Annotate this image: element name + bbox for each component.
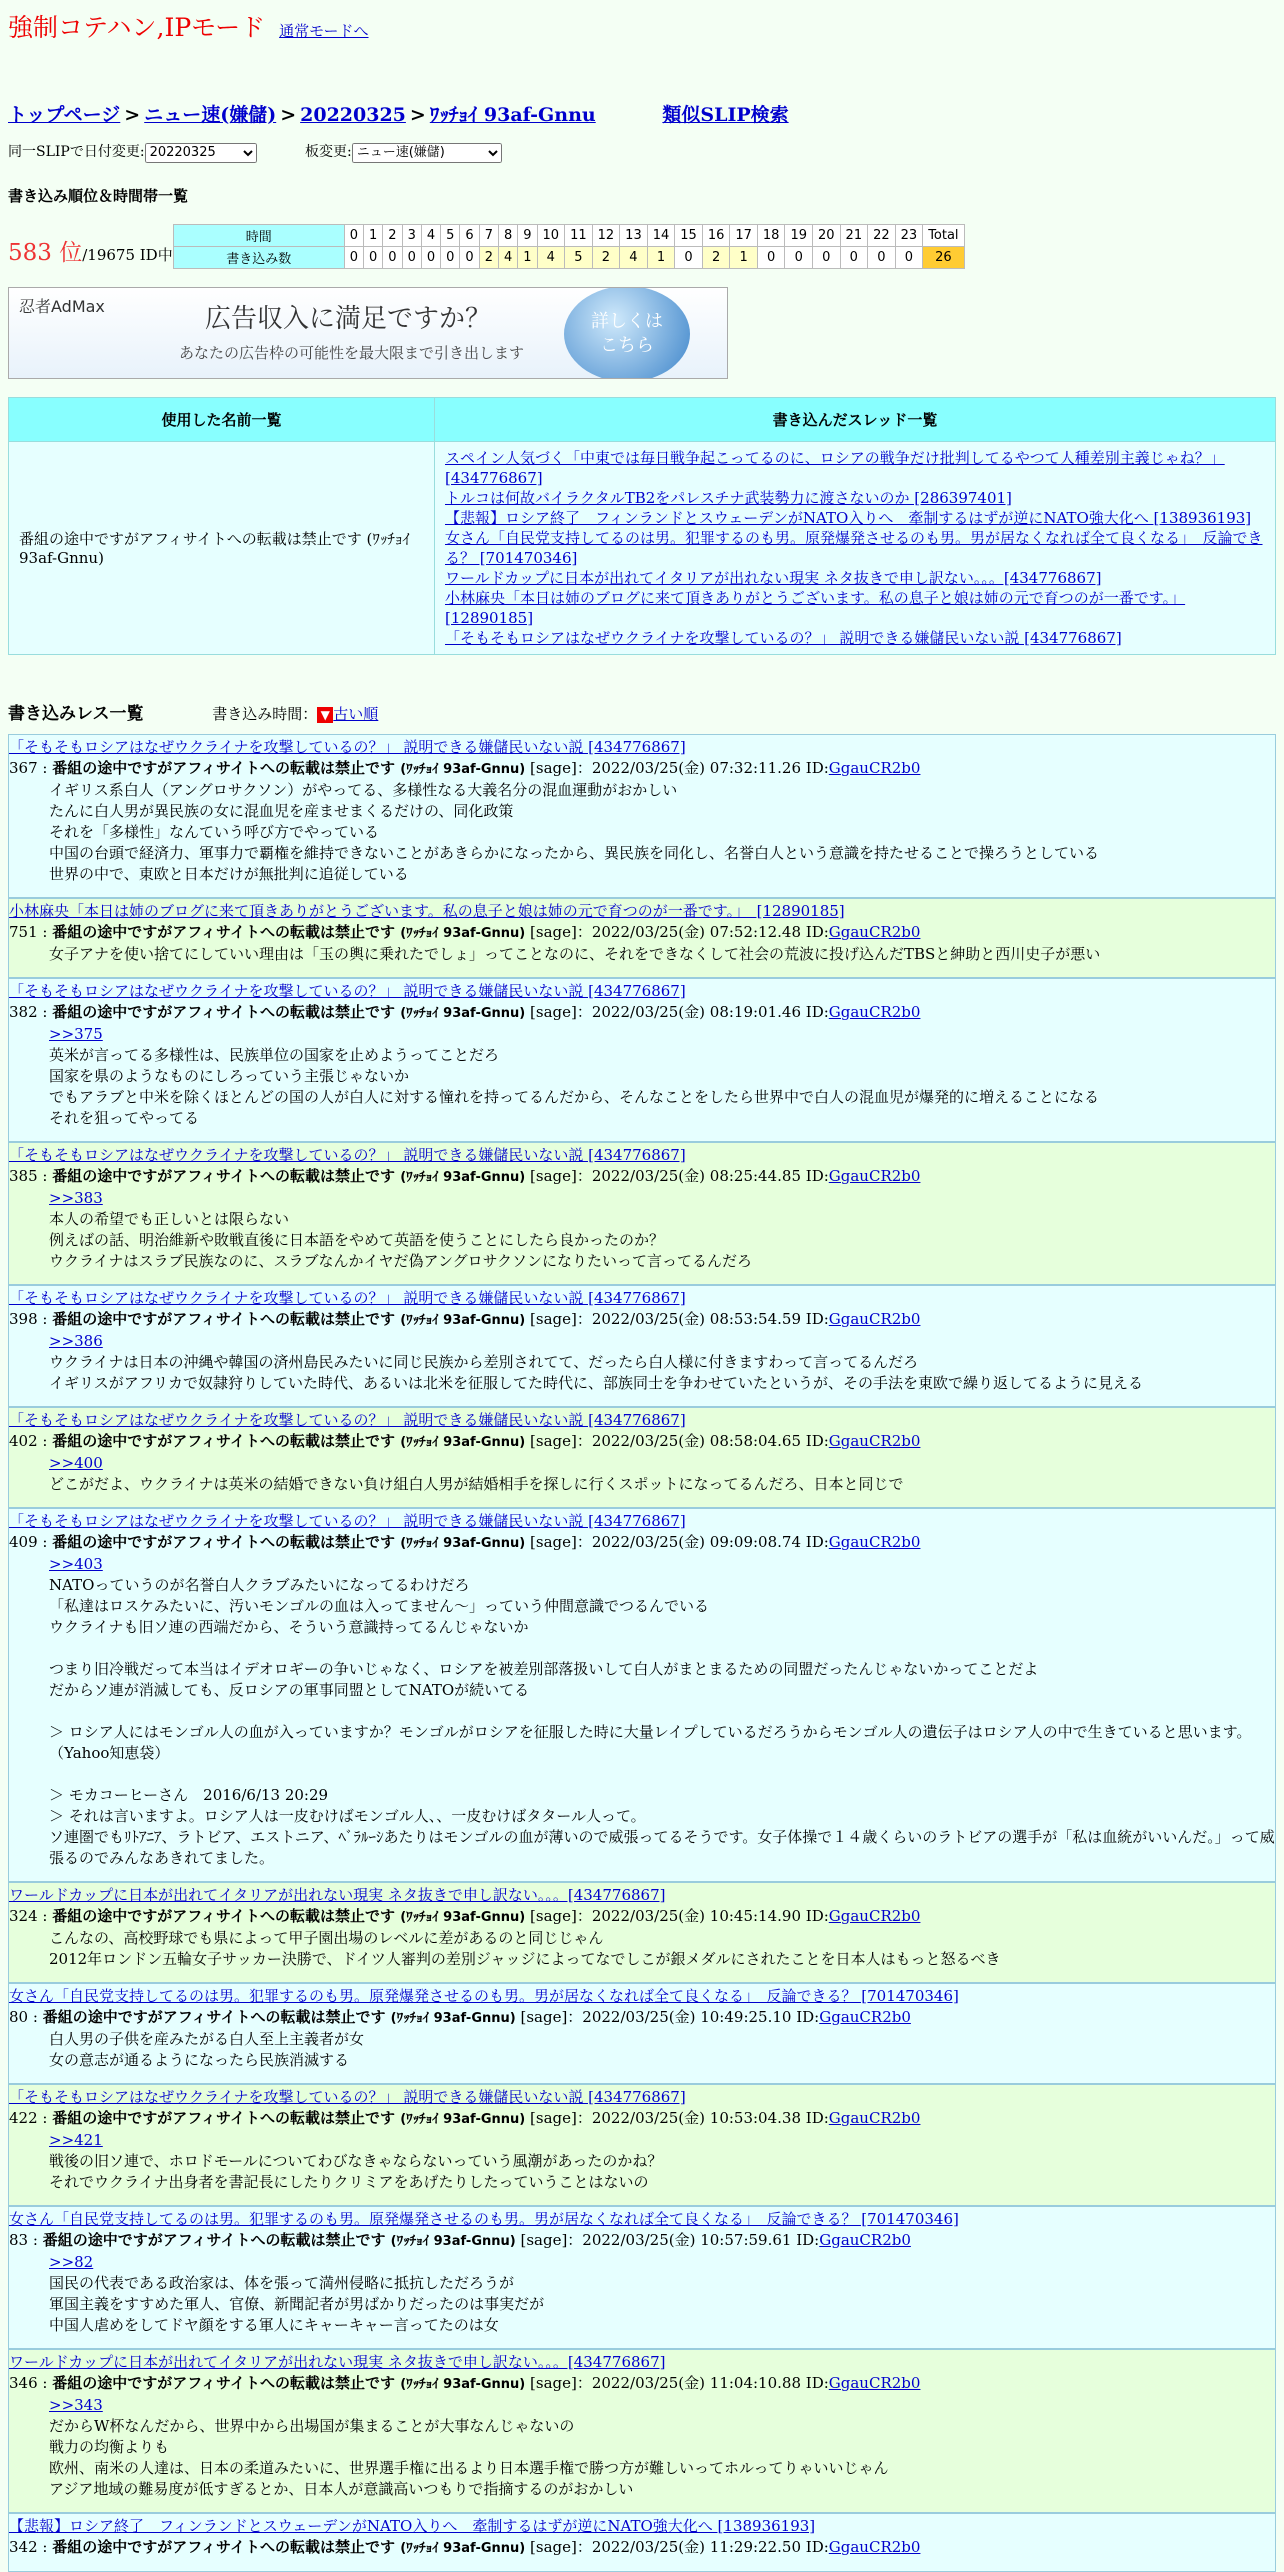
post-trip: (ﾜｯﾁｮｲ 93af-Gnnu) — [400, 1434, 526, 1450]
post-name: 番組の途中ですがアフィサイトへの転載は禁止です — [42, 2007, 391, 2026]
post-number: 422 : — [9, 2108, 53, 2127]
post-body — [9, 2029, 1275, 2071]
time-label: 時間 — [173, 224, 344, 246]
post-line: つまり旧冷戦だって本当はイデオロギーの争いじゃなく、ロシアを被差別部落扱いして白人がまとまるための同盟だったんじゃないかってことだよ — [49, 1659, 1039, 1678]
post-trip: (ﾜｯﾁｮｲ 93af-Gnnu) — [400, 1169, 526, 1185]
hour-cell: 19 — [785, 224, 813, 246]
post-name: 番組の途中ですがアフィサイトへの転載は禁止です — [52, 1532, 401, 1551]
post-date: 2022/03/25(金) 07:52:12.48 — [591, 922, 806, 941]
hour-cell: 14 — [647, 224, 675, 246]
count-cell: 4 — [498, 246, 517, 268]
post-line: 本人の希望でも正しいとは限らない — [49, 1209, 290, 1228]
post-number: 409 : — [9, 1532, 53, 1551]
post-thread-link[interactable]: 「そもそもロシアはなぜウクライナを攻撃しているの？」 説明できる嫌儲民いない説 [434776867] — [9, 2087, 686, 2106]
hour-cell: 11 — [565, 224, 593, 246]
breadcrumb — [8, 100, 1276, 127]
post-date: 2022/03/25(金) 10:53:04.38 — [591, 2108, 806, 2127]
post-name: 番組の途中ですがアフィサイトへの転載は禁止です — [52, 1431, 401, 1450]
post-date: 2022/03/25(金) 08:25:44.85 — [591, 1166, 806, 1185]
hour-cell: 0 — [344, 224, 363, 246]
thread-link[interactable]: スペイン人気づく「中東では毎日戦争起こってるのに、ロシアの戦争だけ批判してるやつて人種差別主義じゃね？」 [434776867] — [445, 448, 1225, 487]
post-item — [8, 2349, 1276, 2513]
rank-section-heading: 書き込み順位＆時間帯一覧 — [8, 186, 189, 205]
post-meta — [9, 1431, 1275, 1453]
post-name: 番組の途中ですがアフィサイトへの転載は禁止です — [52, 1309, 401, 1328]
post-date: 2022/03/25(金) 10:57:59.61 — [582, 2230, 797, 2249]
ad-banner[interactable] — [8, 287, 728, 379]
normal-mode-link[interactable]: 通常モードへ — [279, 22, 369, 40]
post-date: 2022/03/25(金) 09:09:08.74 — [591, 1532, 806, 1551]
hour-cell: 21 — [840, 224, 868, 246]
post-id-link[interactable]: GgauCR2b0 — [819, 2007, 911, 2026]
post-id-link[interactable]: GgauCR2b0 — [819, 2230, 911, 2249]
post-name: 番組の途中ですがアフィサイトへの転載は禁止です — [42, 2230, 391, 2249]
post-body — [9, 944, 1275, 965]
page-header — [8, 8, 1276, 44]
post-line: 国家を県のようなものにしろっていう主張じゃないか — [49, 1066, 410, 1085]
post-meta — [9, 2108, 1275, 2130]
post-trip: (ﾜｯﾁｮｲ 93af-Gnnu) — [400, 2540, 526, 2556]
hour-cell: 12 — [592, 224, 620, 246]
post-body — [9, 1024, 1275, 1129]
hour-cell: 13 — [620, 224, 648, 246]
post-thread-link[interactable]: 女さん「自民党支持してるのは男。犯罪するのも男。原発爆発させるのも男。男が居なくなれば全て良くなる」 反論できる？ [701470346] — [9, 2209, 959, 2228]
post-body — [9, 2395, 1275, 2500]
post-line: 「私達はロスケみたいに、汚いモンゴルの血は入ってません～」っていう仲間意識でつるんでいる — [49, 1596, 710, 1615]
post-sage: [sage]： — [525, 758, 592, 777]
post-line: それでウクライナ出身者を書記長にしたりクリミアをあげたりしたっていうことはないの — [49, 2172, 649, 2191]
reply-anchor-link[interactable]: >>375 — [49, 1024, 103, 1043]
count-cell: 0 — [441, 246, 460, 268]
post-sage: [sage]： — [525, 2537, 592, 2556]
post-meta — [9, 1002, 1275, 1024]
post-id-link[interactable]: GgauCR2b0 — [828, 1166, 921, 1185]
post-thread-link[interactable]: ワールドカップに日本が出れてイタリアが出れない現実 ネタ抜きで申し訳ない。。。[434776867] — [9, 2352, 666, 2371]
post-id-link[interactable]: GgauCR2b0 — [828, 2373, 921, 2392]
date-select[interactable] — [145, 143, 257, 163]
names-col-header: 使用した名前一覧 — [9, 397, 435, 441]
post-id-link[interactable]: GgauCR2b0 — [828, 1532, 921, 1551]
post-date: 2022/03/25(金) 10:45:14.90 — [591, 1906, 806, 1925]
hour-cell: 8 — [498, 224, 517, 246]
post-line: だからソ連が消滅しても、反ロシアの軍事同盟としてNATOが続いてる — [49, 1680, 530, 1699]
post-name: 番組の途中ですがアフィサイトへの転載は禁止です — [52, 2537, 401, 2556]
hour-cell: 3 — [402, 224, 421, 246]
post-sage: [sage]： — [525, 1166, 592, 1185]
post-id-link[interactable]: GgauCR2b0 — [828, 2537, 921, 2556]
post-body — [9, 1453, 1275, 1495]
count-cell: 0 — [895, 246, 923, 268]
post-sage: [sage]： — [525, 1002, 592, 1021]
post-body — [9, 1188, 1275, 1272]
hour-cell: 23 — [895, 224, 923, 246]
post-line: ウクライナも旧ソ連の西端だから、そういう意識持ってるんじゃないか — [49, 1617, 529, 1636]
post-item — [8, 734, 1276, 898]
post-item — [8, 1407, 1276, 1508]
post-line: 女子アナを使い捨てにしていい理由は「玉の輿に乗れたでしょ」ってことなのに、それをできなくして社会の荒波に投げ込んだTBSと紳助と西川史子が悪い — [49, 944, 1101, 963]
post-line: イギリス系白人（アングロサクソン）がやってる、多様性なる大義名分の混血運動がおかしい — [49, 780, 678, 799]
post-line: でもアラブと中米を除くほとんどの国の人が白人に対する憧れを持ってるんだから、そんなことをしたら世界中で白人の混血児が爆発的に増えることになる — [49, 1087, 1100, 1106]
post-meta — [9, 1532, 1275, 1554]
post-id-label: ID: — [805, 2108, 829, 2127]
post-thread-link[interactable]: 【悲報】ロシア終了 フィンランドとスウェーデンがNATO入りへ 牽制するはずが逆にNATO強大化へ [138936193] — [9, 2516, 816, 2535]
post-trip: (ﾜｯﾁｮｲ 93af-Gnnu) — [400, 1005, 526, 1021]
post-trip: (ﾜｯﾁｮｲ 93af-Gnnu) — [400, 925, 526, 941]
thread-link[interactable]: 「そもそもロシアはなぜウクライナを攻撃しているの？」 説明できる嫌儲民いない説 [434776867] — [445, 628, 1122, 647]
post-thread-link[interactable]: 「そもそもロシアはなぜウクライナを攻撃しているの？」 説明できる嫌儲民いない説 [434776867] — [9, 1288, 686, 1307]
used-name: 番組の途中ですがアフィサイトへの転載は禁止です (ﾜｯﾁｮｲ 93af-Gnnu) — [9, 441, 435, 654]
rank-total: /19675 ID中 — [82, 245, 173, 264]
post-sage: [sage]： — [525, 2108, 592, 2127]
board-select-label: 板変更: — [305, 144, 352, 160]
post-thread-link[interactable]: 「そもそもロシアはなぜウクライナを攻撃しているの？」 説明できる嫌儲民いない説 [434776867] — [9, 1511, 686, 1530]
post-line: 英米が言ってる多様性は、民族単位の国家を止めようってことだろ — [49, 1045, 500, 1064]
hour-cell: 10 — [537, 224, 565, 246]
post-date: 2022/03/25(金) 08:53:54.59 — [591, 1309, 806, 1328]
post-line: 例えばの話、明治維新や敗戦直後に日本語をやめて英語を使うことにしたら良かったのか？ — [49, 1230, 665, 1249]
post-item — [8, 1983, 1276, 2084]
sort-desc-icon: ▼ — [317, 707, 333, 723]
count-cell: 0 — [402, 246, 421, 268]
hourly-table — [173, 224, 965, 269]
post-date: 2022/03/25(金) 08:58:04.65 — [591, 1431, 806, 1450]
post-line: こんなの、高校野球でも県によって甲子園出場のレベルに差があるのと同じじゃん — [49, 1928, 604, 1947]
thread-link[interactable]: 女さん「自民党支持してるのは男。犯罪するのも男。原発爆発させるのも男。男が居なくなれば全て良くなる」 反論できる？ [701470346] — [445, 528, 1263, 567]
post-id-label: ID: — [805, 1532, 829, 1551]
post-line: 戦力の均衡よりも — [49, 2437, 170, 2456]
hour-cell: 22 — [868, 224, 896, 246]
count-cell: 0 — [757, 246, 785, 268]
hour-cell: 4 — [421, 224, 440, 246]
ad-details-button[interactable] — [564, 287, 690, 379]
post-thread-link[interactable]: ワールドカップに日本が出れてイタリアが出れない現実 ネタ抜きで申し訳ない。。。[434776867] — [9, 1885, 666, 1904]
hour-cell: 15 — [675, 224, 703, 246]
thread-link[interactable]: 【悲報】ロシア終了 フィンランドとスウェーデンがNATO入りへ 牽制するはずが逆にNATO強大化へ [138936193] — [445, 508, 1252, 527]
hour-cell: 18 — [757, 224, 785, 246]
post-line — [49, 1764, 1275, 1785]
time-order-label: 書き込み時間： — [212, 704, 318, 723]
count-cell: 5 — [565, 246, 593, 268]
post-sage: [sage]： — [515, 2007, 583, 2026]
count-cell: 0 — [344, 246, 363, 268]
post-sage: [sage]： — [525, 1431, 592, 1450]
threads-col-header: 書き込んだスレッド一覧 — [435, 397, 1276, 441]
post-number: 751 : — [9, 922, 53, 941]
post-meta — [9, 1906, 1275, 1928]
post-line: ソ連圏でもﾘﾄｱﾆｱ、ラトビア、エストニア、ﾍﾞﾗﾙｰｼあたりはモンゴルの血が薄いので威張ってるそうです。女子体操で１４歳くらいのラトビアの選手が「私は血統がいいんだ。」って威張るのでみんなあきれてました。 — [49, 1827, 1275, 1867]
post-meta — [9, 1166, 1275, 1188]
post-meta — [9, 2373, 1275, 2395]
post-id-label: ID: — [805, 2537, 829, 2556]
total-count: 26 — [923, 246, 964, 268]
hour-cell: 1 — [364, 224, 383, 246]
rank-display — [8, 234, 173, 267]
post-line: 欧州、南米の人達は、日本の柔道みたいに、世界選手権に出るより日本選手権で勝つ方が難しいってホルってりゃいいじゃん — [49, 2458, 889, 2477]
breadcrumb-sep: > — [124, 104, 141, 126]
post-meta — [9, 2230, 1275, 2252]
post-meta — [9, 2007, 1275, 2029]
post-meta — [9, 1309, 1275, 1331]
post-line: イギリスがアフリカで奴隷狩りしていた時代、あるいは北米を征服してた時代に、部族同士を争わせていたというが、その手法を東欧で繰り返してるように見える — [49, 1373, 1143, 1392]
post-name: 番組の途中ですがアフィサイトへの転載は禁止です — [52, 2373, 401, 2392]
reply-anchor-link[interactable]: >>82 — [49, 2252, 94, 2271]
post-id-link[interactable]: GgauCR2b0 — [828, 1431, 921, 1450]
post-item — [8, 898, 1276, 978]
post-sage: [sage]： — [515, 2230, 583, 2249]
post-line — [49, 1701, 1275, 1722]
count-cell: 1 — [518, 246, 537, 268]
post-line: 中国人虐めをしてドヤ顔をする軍人にキャーキャー言ってたのは女 — [49, 2315, 499, 2334]
post-thread-link[interactable]: 「そもそもロシアはなぜウクライナを攻撃しているの？」 説明できる嫌儲民いない説 [434776867] — [9, 981, 686, 1000]
post-date: 2022/03/25(金) 08:19:01.46 — [591, 1002, 806, 1021]
hour-cell: 5 — [441, 224, 460, 246]
reply-anchor-link[interactable]: >>421 — [49, 2130, 103, 2149]
post-id-label: ID: — [805, 1166, 829, 1185]
page-title: 強制コテハン,IPモード — [8, 13, 266, 42]
post-sage: [sage]： — [525, 922, 592, 941]
similar-slip-search-link[interactable]: 類似SLIP検索 — [662, 104, 789, 126]
post-number: 80 : — [9, 2007, 43, 2026]
post-date: 2022/03/25(金) 10:49:25.10 — [582, 2007, 797, 2026]
post-line: たんに白人男が異民族の女に混血児を産ませまくるだけの、同化政策 — [49, 801, 514, 820]
count-cell: 0 — [868, 246, 896, 268]
breadcrumb-sep: > — [280, 104, 297, 126]
post-list — [8, 734, 1276, 2572]
post-id-link[interactable]: GgauCR2b0 — [828, 1906, 921, 1925]
post-number: 385 : — [9, 1166, 53, 1185]
post-line: ＞ ロシア人にはモンゴル人の血が入っていますか？モンゴルがロシアを征服した時に大量レイプしているだろうからモンゴル人の遺伝子はロシア人の中で生きていると思います。（Yahoo知恵袋） — [49, 1722, 1252, 1762]
ad-subtext: あなたの広告枠の可能性を最大限まで引き出します — [179, 343, 525, 362]
hour-cell: 16 — [702, 224, 730, 246]
reply-anchor-link[interactable]: >>383 — [49, 1188, 103, 1207]
count-cell: 2 — [479, 246, 498, 268]
post-item — [8, 1285, 1276, 1407]
post-item — [8, 978, 1276, 1142]
post-line: ウクライナはスラブ民族なのに、スラブなんかイヤだ偽アングロサクソンになりたいって言ってるんだろ — [49, 1251, 753, 1270]
post-meta — [9, 922, 1275, 944]
post-line: どこがだよ、ウクライナは英米の結婚できない負け組白人男が結婚相手を探しに行くスポットになってるんだろ、日本と同じで — [49, 1474, 904, 1493]
thread-link[interactable]: トルコは何故バイラクタルTB2をパレスチナ武装勢力に渡さないのか [286397401] — [445, 488, 1012, 507]
post-line: ＞ それは言いますよ。ロシア人は一皮むけばモンゴル人、、一皮むけばタタール人って。 — [49, 1806, 646, 1825]
post-line: 国民の代表である政治家は、体を張って満州侵略に抵抗しただろうが — [49, 2273, 515, 2292]
total-header: Total — [923, 224, 964, 246]
post-line: アジア地域の難易度が低すぎるとか、日本人が意識高いつもりで指摘するのがおかしい — [49, 2479, 634, 2498]
reply-anchor-link[interactable]: >>400 — [49, 1453, 103, 1472]
hour-cell: 20 — [813, 224, 841, 246]
post-line: それを「多様性」なんていう呼び方でやっている — [49, 822, 380, 841]
rank-value: 583 位 — [8, 239, 83, 266]
post-id-label: ID: — [796, 2007, 820, 2026]
post-name: 番組の途中ですがアフィサイトへの転載は禁止です — [52, 1166, 401, 1185]
hour-cell: 17 — [730, 224, 758, 246]
post-date: 2022/03/25(金) 11:04:10.88 — [591, 2373, 806, 2392]
post-line: だからW杯なんだから、世界中から出場国が集まることが大事なんじゃないの — [49, 2416, 575, 2435]
count-cell: 0 — [383, 246, 402, 268]
post-sage: [sage]： — [525, 1309, 592, 1328]
post-id-label: ID: — [805, 922, 829, 941]
count-cell: 4 — [537, 246, 565, 268]
ad-logo: 忍者AdMax — [19, 296, 105, 316]
select-bar — [8, 141, 1276, 163]
post-trip: (ﾜｯﾁｮｲ 93af-Gnnu) — [400, 1909, 526, 1925]
post-line: NATOっていうのが名誉白人クラブみたいになってるわけだろ — [49, 1575, 470, 1594]
post-thread-link[interactable]: 「そもそもロシアはなぜウクライナを攻撃しているの？」 説明できる嫌儲民いない説 [434776867] — [9, 1410, 686, 1429]
post-number: 324 : — [9, 1906, 53, 1925]
post-thread-link[interactable]: 女さん「自民党支持してるのは男。犯罪するのも男。原発爆発させるのも男。男が居なくなれば全て良くなる」 反論できる？ [701470346] — [9, 1986, 959, 2005]
post-id-label: ID: — [805, 1309, 829, 1328]
breadcrumb-sep: > — [409, 104, 426, 126]
post-sage: [sage]： — [525, 2373, 592, 2392]
post-id-link[interactable]: GgauCR2b0 — [828, 758, 921, 777]
post-line: 2012年ロンドン五輪女子サッカー決勝で、ドイツ人審判の差別ジャッジによってなでしこが銀メダルにされたことを日本人はもっと怒るべき — [49, 1949, 1001, 1968]
thread-link[interactable]: ワールドカップに日本が出れてイタリアが出れない現実 ネタ抜きで申し訳ない。。。[434776867] — [445, 568, 1102, 587]
post-thread-link[interactable]: 小林麻央「本日は姉のブログに来て頂きありがとうございます。私の息子と娘は姉の元で育つのが一番です。」 [12890185] — [9, 901, 845, 920]
post-item — [8, 1882, 1276, 1983]
breadcrumb-slip[interactable]: ﾜｯﾁｮｲ 93af-Gnnu — [429, 104, 596, 126]
post-name: 番組の途中ですがアフィサイトへの転載は禁止です — [52, 2108, 401, 2127]
count-cell: 0 — [421, 246, 440, 268]
post-item — [8, 2084, 1276, 2206]
post-number: 398 : — [9, 1309, 53, 1328]
post-item — [8, 2206, 1276, 2349]
post-item — [8, 1142, 1276, 1285]
names-table — [8, 397, 1276, 655]
post-line: 世界の中で、東欧と日本だけが無批判に追従している — [49, 864, 409, 883]
post-date: 2022/03/25(金) 07:32:11.26 — [591, 758, 806, 777]
ad-details-label: 詳しくはこちら — [591, 310, 663, 356]
count-cell: 0 — [813, 246, 841, 268]
post-date: 2022/03/25(金) 11:29:22.50 — [591, 2537, 806, 2556]
post-item — [8, 1508, 1276, 1882]
hours-row — [173, 224, 964, 246]
post-number: 346 : — [9, 2373, 53, 2392]
post-line: ＞ モカコーヒーさん 2016/6/13 20:29 — [49, 1785, 329, 1804]
post-meta — [9, 758, 1275, 780]
post-line — [49, 1638, 1275, 1659]
post-sage: [sage]： — [525, 1532, 592, 1551]
post-id-label: ID: — [805, 1906, 829, 1925]
thread-link[interactable]: 小林麻央「本日は姉のブログに来て頂きありがとうございます。私の息子と娘は姉の元で育つのが一番です。」 [12890185] — [445, 588, 1186, 627]
post-thread-link[interactable]: 「そもそもロシアはなぜウクライナを攻撃しているの？」 説明できる嫌儲民いない説 [434776867] — [9, 737, 686, 756]
post-body — [9, 1554, 1275, 1869]
post-line: 戦後の旧ソ連で、ホロドモールについてわびなきゃならないっていう風潮があったのかね？ — [49, 2151, 663, 2170]
post-trip: (ﾜｯﾁｮｲ 93af-Gnnu) — [400, 761, 526, 777]
counts-row — [173, 246, 964, 268]
reply-anchor-link[interactable]: >>343 — [49, 2395, 103, 2414]
count-cell: 0 — [364, 246, 383, 268]
breadcrumb-top[interactable]: トップページ — [8, 104, 121, 126]
hour-cell: 6 — [460, 224, 479, 246]
post-name: 番組の途中ですがアフィサイトへの転載は禁止です — [52, 1002, 401, 1021]
post-id-label: ID: — [796, 2230, 820, 2249]
post-body — [9, 1331, 1275, 1394]
post-number: 342 : — [9, 2537, 53, 2556]
post-line: 白人男の子供を産みたがる白人至上主義者が女 — [49, 2029, 365, 2048]
post-id-label: ID: — [805, 1002, 829, 1021]
post-trip: (ﾜｯﾁｮｲ 93af-Gnnu) — [400, 1535, 526, 1551]
hour-cell: 9 — [518, 224, 537, 246]
ad-headline: 広告収入に満足ですか？ — [205, 303, 492, 334]
post-id-link[interactable]: GgauCR2b0 — [828, 2108, 921, 2127]
post-id-link[interactable]: GgauCR2b0 — [828, 1002, 921, 1021]
post-number: 367 : — [9, 758, 53, 777]
count-cell: 0 — [460, 246, 479, 268]
post-line: ウクライナは日本の沖縄や韓国の済州島民みたいに同じ民族から差別されてて、だったら白人様に付きますわって言ってるんだろ — [49, 1352, 919, 1371]
hour-cell: 7 — [479, 224, 498, 246]
post-number: 382 : — [9, 1002, 53, 1021]
post-sage: [sage]： — [525, 1906, 592, 1925]
count-cell: 0 — [675, 246, 703, 268]
post-id-label: ID: — [805, 1431, 829, 1450]
breadcrumb-board[interactable]: ニュー速(嫌儲) — [144, 104, 277, 126]
post-name: 番組の途中ですがアフィサイトへの転載は禁止です — [52, 1906, 401, 1925]
post-line: それを狙ってやってる — [49, 1108, 200, 1127]
post-body — [9, 2252, 1275, 2336]
thread-list — [435, 441, 1276, 654]
post-name: 番組の途中ですがアフィサイトへの転載は禁止です — [52, 758, 401, 777]
post-body — [9, 780, 1275, 885]
post-trip: (ﾜｯﾁｮｲ 93af-Gnnu) — [400, 1312, 526, 1328]
reply-anchor-link[interactable]: >>403 — [49, 1554, 103, 1573]
post-meta — [9, 2537, 1275, 2559]
post-thread-link[interactable]: 「そもそもロシアはなぜウクライナを攻撃しているの？」 説明できる嫌儲民いない説 [434776867] — [9, 1145, 686, 1164]
res-section-heading: 書き込みレス一覧 — [8, 703, 144, 724]
board-select[interactable] — [352, 143, 502, 163]
post-name: 番組の途中ですがアフィサイトへの転載は禁止です — [52, 922, 401, 941]
breadcrumb-date[interactable]: 20220325 — [300, 104, 406, 126]
count-cell: 0 — [785, 246, 813, 268]
post-id-link[interactable]: GgauCR2b0 — [828, 1309, 921, 1328]
post-trip: (ﾜｯﾁｮｲ 93af-Gnnu) — [400, 2376, 526, 2392]
date-select-label: 同一SLIPで日付変更: — [8, 144, 145, 160]
post-item — [8, 2513, 1276, 2572]
oldest-first-link[interactable]: 古い順 — [333, 704, 379, 723]
reply-anchor-link[interactable]: >>386 — [49, 1331, 103, 1350]
count-cell: 2 — [702, 246, 730, 268]
rank-row — [8, 224, 1276, 269]
post-line: 中国の台頭で経済力、軍事力で覇権を維持できないことがあきらかになったから、異民族を同化し、名誉白人という意識を持たせることで操ろうとしている — [49, 843, 1100, 862]
post-body — [9, 2130, 1275, 2193]
post-number: 402 : — [9, 1431, 53, 1450]
post-trip: (ﾜｯﾁｮｲ 93af-Gnnu) — [400, 2111, 526, 2127]
post-number: 83 : — [9, 2230, 43, 2249]
count-cell: 1 — [647, 246, 675, 268]
post-id-label: ID: — [805, 758, 829, 777]
post-line: 女の意志が通るようになったら民族消滅する — [49, 2050, 350, 2069]
post-trip: (ﾜｯﾁｮｲ 93af-Gnnu) — [390, 2010, 516, 2026]
post-line: 軍国主義をすすめた軍人、官僚、新聞記者が男ばかりだったのは事実だが — [49, 2294, 545, 2313]
count-cell: 4 — [620, 246, 648, 268]
count-cell: 1 — [730, 246, 758, 268]
post-id-link[interactable]: GgauCR2b0 — [828, 922, 921, 941]
post-trip: (ﾜｯﾁｮｲ 93af-Gnnu) — [390, 2233, 516, 2249]
post-body — [9, 1928, 1275, 1970]
count-cell: 0 — [840, 246, 868, 268]
count-label: 書き込み数 — [173, 246, 344, 268]
count-cell: 2 — [592, 246, 620, 268]
post-id-label: ID: — [805, 2373, 829, 2392]
res-section-header — [8, 699, 1276, 724]
hour-cell: 2 — [383, 224, 402, 246]
